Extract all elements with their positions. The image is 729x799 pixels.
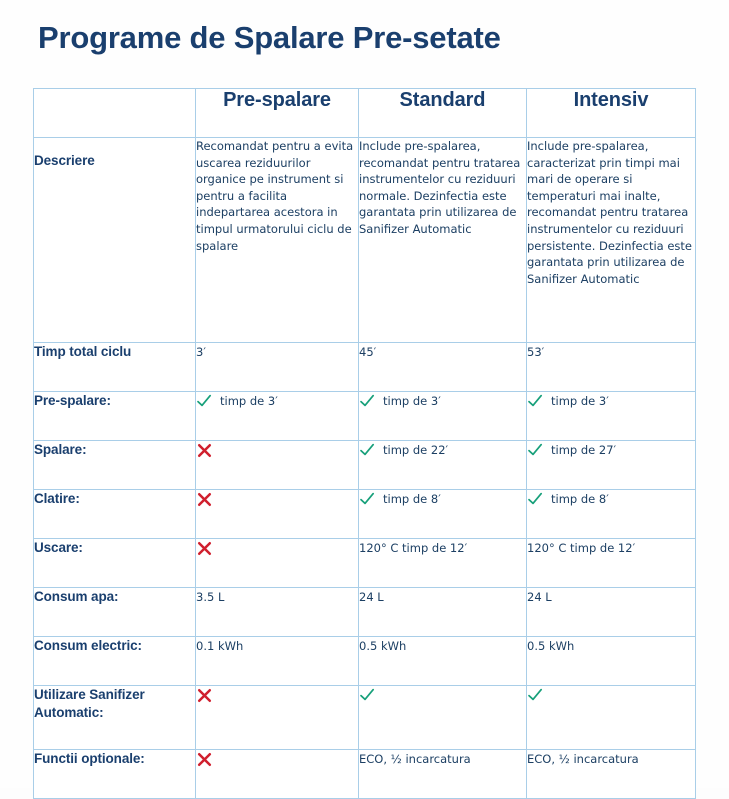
check-icon (359, 393, 375, 409)
cell-content (527, 441, 695, 459)
cell-pre (196, 138, 359, 343)
cell-pre (196, 392, 359, 441)
cell-int (527, 490, 696, 539)
row-label: Utilizare Sanifizer Automatic: (34, 687, 145, 720)
row-label: Consum electric: (34, 638, 142, 653)
cell-content (527, 490, 695, 508)
header-label-intensiv: Intensiv (573, 89, 649, 111)
cell-pre (196, 490, 359, 539)
cell-value-text: ECO, ½ incarcatura (527, 752, 639, 766)
cell-content (359, 637, 526, 655)
header-cell-pre-spalare (196, 89, 359, 138)
row-label-cell (34, 441, 196, 490)
cell-value-text: 53′ (527, 345, 545, 359)
row-label: Timp total ciclu (34, 344, 132, 359)
table-row (34, 490, 696, 539)
page-title: Programe de Spalare Pre-setate (38, 20, 501, 55)
cell-value-text: 0.1 kWh (196, 639, 244, 653)
row-label-cell (34, 343, 196, 392)
row-label-cell (34, 539, 196, 588)
cell-content (359, 539, 526, 557)
cell-content (527, 392, 695, 410)
cell-content (196, 441, 358, 459)
cell-content (359, 343, 526, 361)
cell-value-text: 0.5 kWh (527, 639, 575, 653)
row-label: Clatire: (34, 491, 80, 506)
description-text: Include pre-spalarea, caracterizat prin timpi mai mari de operare si temperaturi mai inalte, recomandat pentru tratarea instrumentelor cu reziduuri persistente. Dezinfectia este garantata prin utilizarea de Sanifizer Automatic (527, 139, 693, 286)
header-label-pre-spalare: Pre-spalare (223, 89, 331, 111)
cell-std (359, 441, 527, 490)
cell-value-text: 24 L (527, 590, 552, 604)
cell-int (527, 588, 696, 637)
table-body (34, 138, 696, 799)
cell-int (527, 138, 696, 343)
cell-value-text: 3.5 L (196, 590, 225, 604)
wash-programs-table (33, 88, 696, 799)
cell-int (527, 750, 696, 799)
cell-content (196, 637, 358, 655)
cell-content (196, 686, 358, 704)
cell-content (527, 539, 695, 557)
cell-content (359, 490, 526, 508)
row-label-cell (34, 588, 196, 637)
table-row (34, 441, 696, 490)
spec-table-wrapper (33, 88, 695, 799)
description-text: Recomandat pentru a evita uscarea reziduurilor organice pe instrument si pentru a facilita indepartarea acestora in timpul urmatorului ciclu de spalare (196, 139, 354, 253)
cell-value-text: 3′ (196, 345, 206, 359)
table-row (34, 343, 696, 392)
cell-int (527, 441, 696, 490)
cross-icon (196, 540, 213, 557)
row-label-cell (34, 750, 196, 799)
header-label-standard: Standard (399, 89, 486, 111)
cell-value-text: 45′ (359, 345, 377, 359)
check-icon (527, 687, 543, 703)
cell-content (527, 343, 695, 361)
cell-content (359, 686, 526, 704)
cell-content (359, 750, 526, 768)
row-label: Descriere (34, 153, 95, 168)
cell-content (527, 637, 695, 655)
row-label-cell (34, 138, 196, 343)
cell-value-text: 120° C timp de 12′ (527, 541, 636, 555)
cell-pre (196, 441, 359, 490)
row-label-cell (34, 637, 196, 686)
row-label: Consum apa: (34, 589, 119, 604)
cell-value-text: timp de 8′ (551, 492, 609, 506)
cell-content (359, 441, 526, 459)
row-label: Functii optionale: (34, 751, 145, 766)
description-text: Include pre-spalarea, recomandat pentru tratarea instrumentelor cu reziduuri normale. Dezinfectia este garantata prin utilizarea de Sanifizer Automatic (359, 139, 521, 236)
cross-icon (196, 442, 213, 459)
check-icon (527, 442, 543, 458)
check-icon (196, 393, 212, 409)
cell-std (359, 750, 527, 799)
cell-value-text: timp de 8′ (383, 492, 441, 506)
cell-value-text: ECO, ½ incarcatura (359, 752, 471, 766)
cross-icon (196, 751, 213, 768)
cell-value-text: timp de 27′ (551, 443, 617, 457)
row-label: Spalare: (34, 442, 87, 457)
cell-std (359, 138, 527, 343)
cell-value-text: timp de 3′ (551, 394, 609, 408)
header-cell-intensiv (527, 89, 696, 138)
cell-std (359, 686, 527, 750)
cell-int (527, 539, 696, 588)
cell-pre (196, 750, 359, 799)
check-icon (359, 687, 375, 703)
cross-icon (196, 687, 213, 704)
table-row (34, 588, 696, 637)
cell-int (527, 392, 696, 441)
cell-value-text: 0.5 kWh (359, 639, 407, 653)
table-row (34, 637, 696, 686)
table-row (34, 392, 696, 441)
cell-pre (196, 637, 359, 686)
row-label: Uscare: (34, 540, 83, 555)
row-label-cell (34, 392, 196, 441)
cell-content (527, 686, 695, 704)
cell-int (527, 686, 696, 750)
cell-value-text: timp de 22′ (383, 443, 449, 457)
header-cell-empty (34, 89, 196, 138)
cell-value-text: timp de 3′ (383, 394, 441, 408)
table-header-row (34, 89, 696, 138)
cell-content (196, 343, 358, 361)
cell-std (359, 490, 527, 539)
cell-std (359, 392, 527, 441)
cell-int (527, 343, 696, 392)
check-icon (527, 393, 543, 409)
cell-content (196, 392, 358, 410)
table-row (34, 539, 696, 588)
row-label-cell (34, 490, 196, 539)
cell-value-text: 120° C timp de 12′ (359, 541, 468, 555)
cross-icon (196, 491, 213, 508)
table-row (34, 686, 696, 750)
table-header (34, 89, 696, 138)
table-row (34, 138, 696, 343)
cell-std (359, 539, 527, 588)
cell-int (527, 637, 696, 686)
check-icon (527, 491, 543, 507)
cell-content (196, 588, 358, 606)
cell-content (196, 490, 358, 508)
row-label-cell (34, 686, 196, 750)
table-row (34, 750, 696, 799)
cell-pre (196, 588, 359, 637)
cell-content (359, 392, 526, 410)
cell-pre (196, 539, 359, 588)
cell-std (359, 588, 527, 637)
header-cell-standard (359, 89, 527, 138)
check-icon (359, 442, 375, 458)
cell-content (196, 539, 358, 557)
cell-content (527, 588, 695, 606)
cell-std (359, 637, 527, 686)
cell-content (527, 750, 695, 768)
cell-value-text: timp de 3′ (220, 394, 278, 408)
cell-pre (196, 343, 359, 392)
row-label: Pre-spalare: (34, 393, 111, 408)
cell-content (196, 750, 358, 768)
cell-value-text: 24 L (359, 590, 384, 604)
cell-std (359, 343, 527, 392)
check-icon (359, 491, 375, 507)
cell-pre (196, 686, 359, 750)
cell-content (359, 588, 526, 606)
